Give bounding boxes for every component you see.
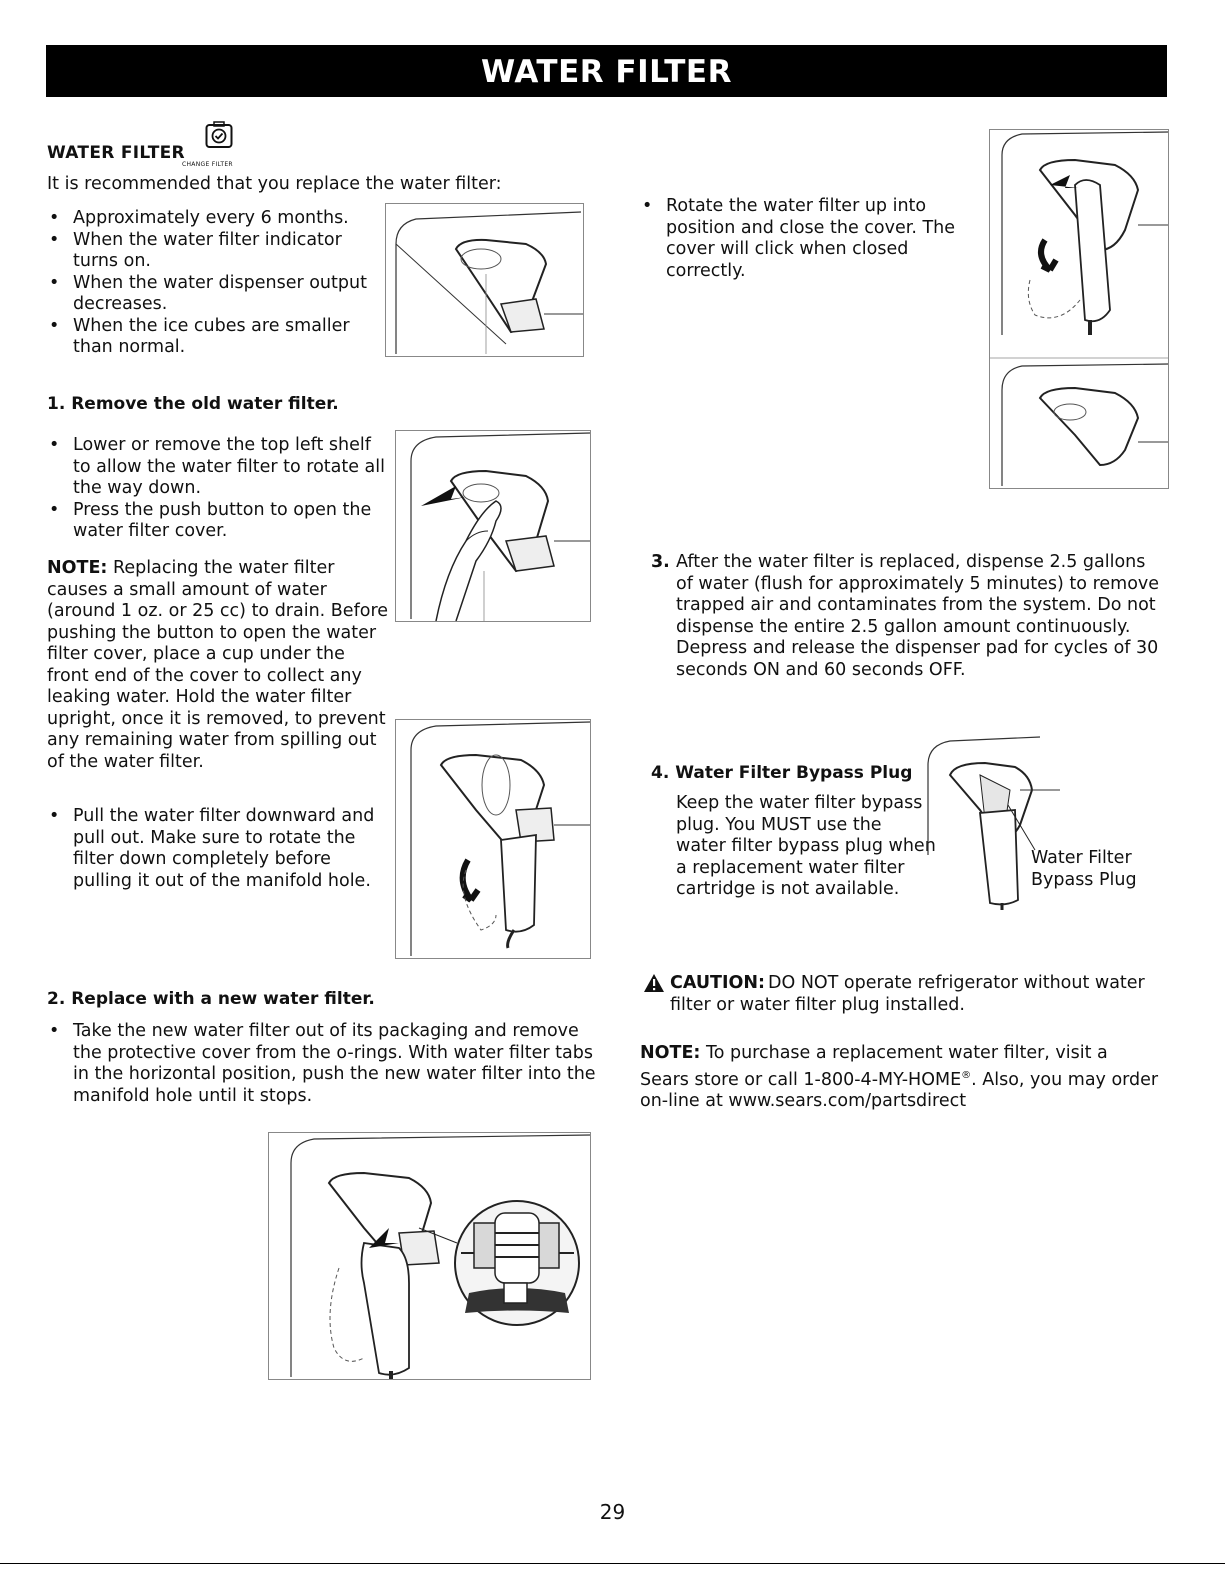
caution-label: CAUTION: — [670, 973, 766, 993]
push-button-illustration — [395, 430, 591, 622]
intro-text: It is recommended that you replace the water filter: — [47, 174, 502, 194]
change-filter-icon — [205, 121, 233, 149]
step2-list — [47, 1021, 602, 1107]
list-item: • When the water filter indicator turns on. — [47, 230, 392, 273]
callout-line: Bypass Plug — [1031, 869, 1137, 890]
note-text-after: . Also, you may order on-line at www.sears.com/partsdirect — [640, 1069, 1159, 1111]
replace-when-list — [47, 208, 392, 359]
step3-number: 3. — [651, 552, 670, 572]
list-item: • Pull the water filter downward and pull out. Make sure to rotate the filter down completely before pulling it out of the manifold hole. — [47, 806, 382, 892]
insert-filter-illustration — [268, 1132, 591, 1380]
list-item: • When the ice cubes are smaller than normal. — [47, 316, 392, 359]
list-item: • Rotate the water filter up into position and close the cover. The cover will click when closed correctly. — [640, 196, 970, 282]
callout-line: Water Filter — [1031, 848, 1132, 868]
step1-list — [47, 435, 392, 543]
page-number: 29 — [599, 1500, 626, 1524]
section-heading: WATER FILTER — [47, 143, 185, 163]
page-banner — [46, 45, 1167, 97]
change-filter-label: CHANGE FILTER — [182, 161, 233, 168]
step3-text: After the water filter is replaced, dispense 2.5 gallons of water (flush for approximately 5 minutes) to remove trapped air and contaminates from the system. Do not dispense the entire 2.5 gallon amount continuously. Depress and release the dispenser pad for cycles of 30 seconds ON and 60 seconds OFF. — [676, 552, 1160, 680]
step1-pull-list — [47, 806, 382, 892]
list-item: • Approximately every 6 months. — [47, 208, 392, 230]
banner-title: WATER FILTER — [481, 54, 732, 90]
registered-mark: ® — [961, 1069, 972, 1081]
footer-rule — [0, 1563, 1225, 1564]
bypass-plug-callout — [1031, 848, 1137, 891]
rotate-down-illustration — [395, 719, 591, 959]
note-text-before: To purchase a replacement water filter, visit a Sears store or call 1-800-4-MY-HOME — [640, 1043, 1108, 1090]
note-label: NOTE: — [640, 1043, 701, 1063]
note-label: NOTE: — [47, 558, 108, 578]
list-item: • When the water dispenser output decreases. — [47, 273, 392, 316]
purchase-note — [640, 1043, 1160, 1112]
step4-heading: 4. Water Filter Bypass Plug — [651, 763, 913, 783]
warning-icon — [643, 973, 665, 993]
list-item: • Lower or remove the top left shelf to allow the water filter to rotate all the way down. — [47, 435, 392, 500]
caution-text — [670, 973, 1150, 1016]
step4-text: Keep the water filter bypass plug. You MUST use the water filter bypass plug when a replacement water filter cartridge is not available. — [676, 793, 936, 899]
note-text: Replacing the water filter causes a small amount of water (around 1 oz. or 25 cc) to drain. Before pushing the button to open the water filter cover, place a cup under the front end of the cover to collect any leaking water. Hold the water filter upright, once it is removed, to prevent any remaining water from spilling out of the water filter. — [47, 558, 389, 772]
list-item: • Take the new water filter out of its packaging and remove the protective cover from the o-rings. With water filter tabs in the horizontal position, push the new water filter into the manifold hole until it stops. — [47, 1021, 602, 1107]
step2-heading: 2. Replace with a new water filter. — [47, 989, 375, 1009]
step1-heading: 1. Remove the old water filter. — [47, 394, 339, 414]
caution-body: DO NOT operate refrigerator without water filter or water filter plug installed. — [670, 973, 1145, 1015]
list-item: • Press the push button to open the water filter cover. — [47, 500, 392, 543]
rotate-up-illustration — [989, 129, 1169, 489]
step2-rotate-list — [640, 196, 970, 282]
filter-housing-illustration — [385, 203, 584, 357]
step1-note — [47, 558, 392, 773]
